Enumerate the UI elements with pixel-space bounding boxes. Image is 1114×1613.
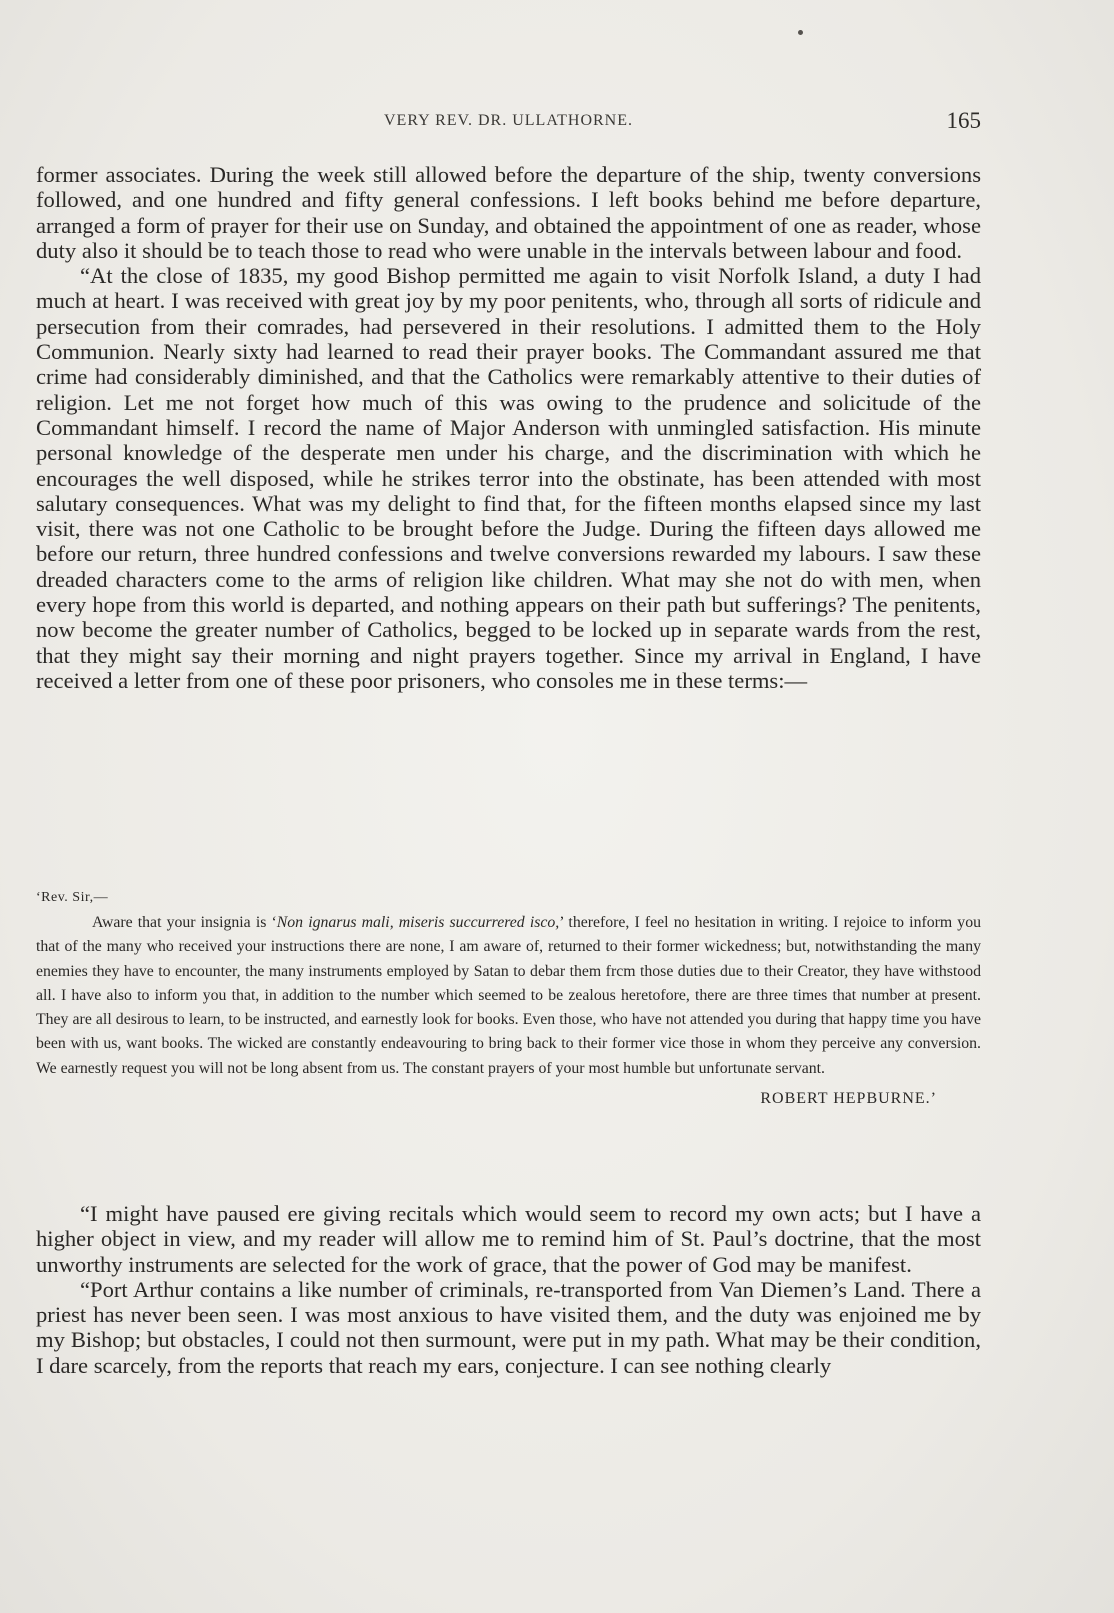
quoted-letter — [36, 888, 981, 1111]
letter-salutation: ‘Rev. Sir,— — [36, 890, 109, 905]
letter-body — [36, 911, 981, 1081]
paragraph: “Port Arthur contains a like number of criminals, re-transported from Van Diemen’s Land. There a priest has never been seen. I was most anxious to have visited them, and the duty was enjoined me by my Bishop; but obstacles, I could not then surmount, were put in my path. What may be their condition, I dare scarcely, from the reports that reach my ears, conjecture. I can see nothing clearly — [36, 1276, 981, 1378]
paragraph: “I might have paused ere giving recitals which would seem to record my own acts; but I have a higher object in view, and my reader will allow me to remind him of St. Paul’s doctrine, that the most unworthy instruments are selected for the work of grace, that the power of God may be manifest. — [36, 1201, 981, 1277]
ink-speck — [798, 30, 803, 35]
latin-motto: Non ignarus mali, miseris succurrered isco, — [276, 914, 560, 931]
running-title: VERY REV. DR. ULLATHORNE. — [383, 112, 633, 129]
paragraph: “At the close of 1835, my good Bishop permitted me again to visit Norfolk Island, a duty I had much at heart. I was received with great joy by my poor penitents, who, through all sorts of ridicule and persecution from their comrades, had persevered in their resolutions. I admitted them to the Holy Communion. Nearly sixty had learned to read their prayer books. The Commandant assured me that crime had considerably diminished, and that the Catholics were remarkably attentive to their duties of religion. Let me not forget how much of this was owing to the prudence and solicitude of the Commandant himself. I record the name of Major Anderson with unmingled satisfaction. His minute personal knowledge of the desperate men under his charge, and the discrimination with which he encourages the well disposed, while he strikes terror into the obstinate, has been attended with most salutary consequences. What was my delight to find that, for the fifteen months elapsed since my last visit, there was not one Catholic to be brought before the Judge. During the fifteen days allowed me before our return, three hundred confessions and twelve conversions rewarded my labours. I saw these dreaded characters come to the arms of religion like children. What may she not do with men, when every hope from this world is departed, and nothing appears on their path but sufferings? The penitents, now become the greater number of Catholics, begged to be locked up in separate wards from the rest, that they might say their morning and night prayers together. Since my arrival in England, I have received a letter from one of these poor prisoners, who consoles me in these terms:— — [36, 263, 981, 693]
paragraph: former associates. During the week still allowed before the departure of the ship, twenty conversions followed, and one hundred and fifty general confessions. I left books behind me before departure, arranged a form of prayer for their use on Sunday, and obtained the appointment of one as reader, whose duty also it should be to teach those to read who were unable in the intervals between labour and food. — [36, 162, 981, 263]
main-text — [36, 162, 981, 693]
closing-text — [36, 1201, 981, 1378]
letter-signature: ROBERT HEPBURNE.’ — [760, 1090, 937, 1108]
letter-text: Aware that your insignia is ‘ — [92, 914, 277, 931]
page-number: 165 — [946, 108, 981, 133]
page-header — [36, 108, 981, 138]
letter-text: ’ therefore, I feel no hesitation in writing. I rejoice to inform you that of the many who received your instructions there are none, I am aware of, returned to their former wickedness; but, notwithstanding the many enemies they have to encounter, the many instruments employed by Satan to debar them frcm those duties due to their Creator, they have withstood all. I have also to inform you that, in addition to the number which seemed to be zealous heretofore, there are three times that number at present. They are all desirous to learn, to be instructed, and earnestly look for books. Even those, who have not attended you during that happy time you have been with us, want books. The wicked are constantly endeavouring to bring back to their former vice those in whom they perceive any conversion. We earnestly request you will not be long absent from us. The constant prayers of your most humble but unfortunate servant. — [36, 914, 981, 1077]
